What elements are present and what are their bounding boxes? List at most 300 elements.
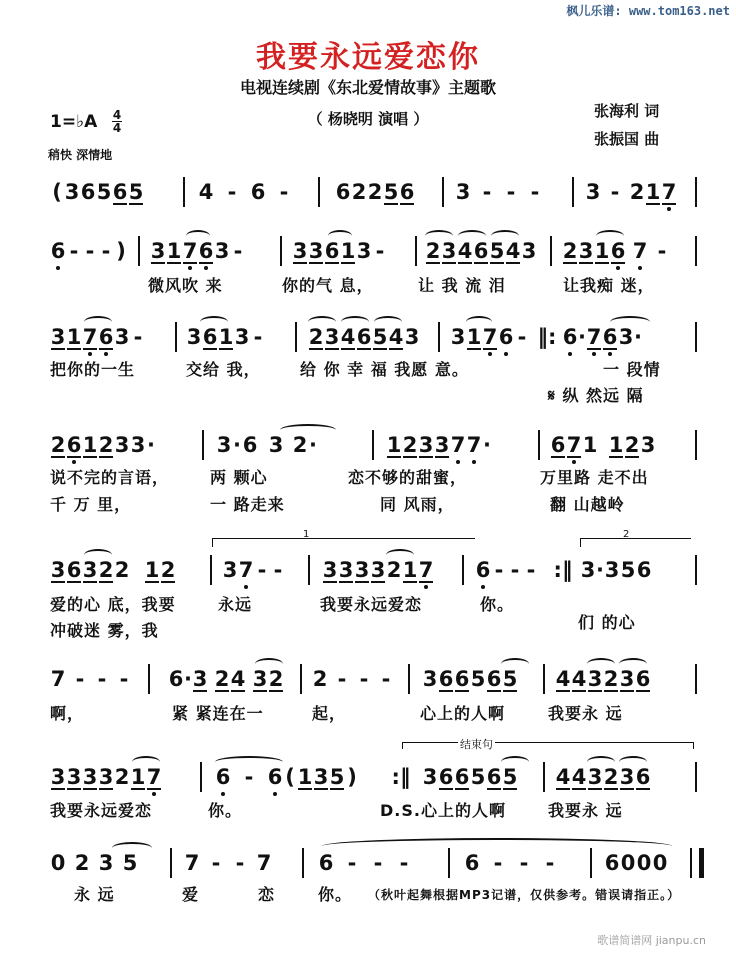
note: 3 [64,180,80,204]
note: - [399,851,409,875]
note: 2 [98,433,114,457]
tempo-marking: 稍快 深情地 [48,148,113,162]
note: - [244,765,254,789]
lyric: 让 我 流 泪 [418,276,506,295]
note: - [545,851,555,875]
note: 3 [587,667,603,691]
note: 6 [98,325,114,349]
note: 2 [114,765,130,789]
note: - [510,558,520,582]
barline [308,555,310,585]
note: 3 [422,765,438,789]
note: 7 [50,667,66,691]
note: 2 [98,558,114,582]
barline [695,664,697,694]
note: 3 [98,765,114,789]
site-watermark-bottom: 歌谱简谱网 jianpu.cn [597,934,706,947]
slur [587,658,615,670]
note: 3 [618,325,634,349]
note: - [519,851,529,875]
note: 7 [82,325,98,349]
note: · [184,667,192,691]
barline [138,236,140,266]
slur [425,230,453,242]
note: 3 [356,239,372,263]
time-bottom: 4 [112,121,122,135]
note: 7 [450,433,466,457]
note: 6 [438,765,454,789]
barline [538,430,540,460]
slur [280,424,336,436]
note: 6 [486,667,502,691]
note: 3 [450,325,466,349]
note: 2 [114,558,130,582]
lyric: 爱的心 底，我要 [50,595,176,614]
lyric: 我要永远爱恋 [50,801,153,820]
lyric: 起， [312,704,347,723]
song-title: 我要永远爱恋你 [256,40,480,75]
slur [386,549,414,561]
lyric: 同 风雨， [380,495,455,514]
note: 3 [370,558,386,582]
slur [458,230,486,242]
note: 5 [383,180,399,204]
note: 3 [268,433,284,457]
note: 5 [489,239,505,263]
note: 3 [322,558,338,582]
note: 1 [297,765,313,789]
staff-line-4 [50,428,700,462]
note: 2 [160,558,176,582]
note: 3 [186,325,202,349]
slur [491,230,519,242]
note: - [85,239,95,263]
note: 7 [184,851,200,875]
note: 3 [422,667,438,691]
note: 3 [418,433,434,457]
note: 7 [466,433,482,457]
note: 3 [578,239,594,263]
lyric: 我要永 远 [548,801,623,820]
slur [328,230,352,242]
note: 3 [150,239,166,263]
lyric: 万里路 走不出 [540,468,649,487]
barline [175,322,177,352]
lyric: 翻 山越岭 [550,495,625,514]
note: 3 [192,667,208,691]
slur [84,316,112,328]
note: - [657,239,667,263]
note: 7 [238,558,254,582]
note: - [101,239,111,263]
slur [308,316,336,328]
note: 4 [340,325,356,349]
lyric: 恋不够的甜蜜， [348,468,468,487]
note: 5 [502,765,518,789]
time-signature [112,109,122,134]
note: - [506,180,516,204]
note: 5 [620,558,636,582]
note: 3 [98,851,114,875]
note: 6 [473,239,489,263]
note: 7 [586,325,602,349]
repeat-start: ‖: [537,325,557,349]
note: - [279,180,289,204]
lyric: 永 远 [74,885,115,904]
note: 6 [215,765,231,789]
slur [132,756,160,768]
note: 3 [455,180,471,204]
slur [112,842,152,854]
note: 5 [128,180,144,204]
note: 6 [80,180,96,204]
transcriber-note: （秋叶起舞根据MP3记谱，仅供参考。错误请指正。） [368,888,681,902]
lyric: 两 颗心 [210,468,268,487]
slur [619,756,647,768]
note: 2 [268,667,284,691]
note: 4 [571,765,587,789]
barline [438,322,440,352]
slur [84,549,112,561]
note: 5 [122,851,138,875]
key-signature: 1=♭A [50,112,98,132]
note: 3 [338,558,354,582]
note: 6 [250,180,266,204]
final-barline [690,848,704,878]
time-top: 4 [112,108,122,122]
staff-line-5 [50,553,700,587]
note: 6 [66,433,82,457]
barline [318,177,320,207]
note: - [610,180,620,204]
note: 0 [652,851,668,875]
note: - [482,180,492,204]
slur [255,658,283,670]
note: 6 [635,765,651,789]
note: · [634,325,642,349]
note: 1 [218,325,234,349]
note: 4 [571,667,587,691]
note: 5 [372,325,388,349]
note: ( [52,180,62,204]
note: 6 [267,765,283,789]
note: · [578,325,586,349]
lyric: 冲破迷 雾，我 [50,621,159,640]
note: 2 [308,325,324,349]
tie [322,838,672,854]
note: 2 [402,433,418,457]
note: 0 [50,851,66,875]
note: 6 [602,325,618,349]
barline [415,236,417,266]
note: - [517,325,527,349]
note: 3 [50,325,66,349]
note: - [69,239,79,263]
barline [695,177,697,207]
note: - [373,851,383,875]
note: 2 [50,433,66,457]
note: - [119,667,129,691]
repeat-end: :‖ [391,765,411,789]
barline [280,236,282,266]
staff-line-1 [50,175,700,209]
note: - [253,325,263,349]
note: 4 [230,667,246,691]
note: 3 [292,239,308,263]
slur [341,316,369,328]
note: - [227,180,237,204]
note: 6 [475,558,491,582]
note: · [309,433,317,457]
note: 6 [438,667,454,691]
lyric: 说不完的言语， [50,468,170,487]
slur [466,316,492,328]
note: - [359,667,369,691]
note: 6 [324,239,340,263]
note: 6 [335,180,351,204]
note: - [526,558,536,582]
note: - [273,558,283,582]
note: 7 [661,180,677,204]
note: 1 [66,325,82,349]
lyric: 们 的心 [578,613,636,632]
slur [501,658,529,670]
note: 0 [636,851,652,875]
note: 1 [130,765,146,789]
lyric: 让我痴 迷， [563,276,655,295]
lyric: 永远 [218,595,253,614]
lyric: 你。 [480,595,515,614]
note: 3 [354,558,370,582]
barline [170,848,172,878]
note: 7 [566,433,582,457]
lyric: 你。 [208,801,243,820]
repeat-end: :‖ [553,558,573,582]
note: - [75,667,85,691]
barline [695,762,697,792]
staff-line-6 [50,662,700,696]
note: 4 [505,239,521,263]
note: 2 [603,765,619,789]
note: 3 [234,325,250,349]
note: 6 [202,325,218,349]
lyric: 紧 紧连在一 [172,704,264,723]
note: 6 [454,765,470,789]
note: - [97,667,107,691]
note: 3 [587,765,603,789]
note: 3 [82,765,98,789]
note: ) [347,765,357,789]
note: 1 [340,239,356,263]
note: - [347,851,357,875]
note: 7 [482,325,498,349]
note: - [257,558,267,582]
note: 6 [498,325,514,349]
slur [186,230,210,242]
note: 5 [470,765,486,789]
slur [610,316,650,328]
barline [372,430,374,460]
note: · [483,433,491,457]
note: - [133,325,143,349]
barline [572,177,574,207]
note: 3 [313,765,329,789]
note: 6 [604,851,620,875]
barline [442,177,444,207]
note: 7 [632,239,648,263]
lyric: 一 段情 [603,360,661,379]
note: 3 [252,667,268,691]
note: 7 [146,765,162,789]
ending-label: 结束句 [460,738,493,751]
barline [200,762,202,792]
ending-bracket [402,738,694,751]
barline [695,236,697,266]
note: 7 [418,558,434,582]
volta-2 [580,529,691,547]
note: 1 [582,433,598,457]
staff-line-8 [50,846,700,880]
lyric: 心上的人啊 [420,704,506,723]
note: 6 [454,667,470,691]
lyric: 千 万 里， [50,495,132,514]
lyric: D.S.心上的人啊 [380,801,506,820]
barline [302,848,304,878]
note: 3 [604,558,620,582]
barline [408,664,410,694]
note: 2 [351,180,367,204]
lyric: 给 你 幸 福 我愿 意。 [300,360,469,379]
note: 2 [386,558,402,582]
note: 6 [562,325,578,349]
note: 2 [214,667,230,691]
note: 2 [367,180,383,204]
note: - [493,851,503,875]
note: 2 [425,239,441,263]
note: - [233,239,243,263]
note: 1 [466,325,482,349]
barline [695,322,697,352]
site-watermark-top: 枫儿乐谱: www.tom163.net [566,4,730,18]
note: 6 [635,667,651,691]
note: 5 [470,667,486,691]
note: 6 [464,851,480,875]
lyric: 你。 [318,885,353,904]
note: - [337,667,347,691]
note: 6 [486,765,502,789]
note: ) [116,239,126,263]
note: 3 [585,180,601,204]
tie [215,756,283,768]
note: 4 [457,239,473,263]
note: 6 [242,433,258,457]
slur [587,756,615,768]
staff-line-3 [50,320,700,354]
staff-line-2 [50,234,700,268]
barline [300,664,302,694]
singer-credit: （ 杨晓明 演唱 ） [307,110,429,128]
note: 3 [66,765,82,789]
note: 2 [629,180,645,204]
note: 6 [356,325,372,349]
slur [596,230,624,242]
lyric: 微风吹 来 [148,276,223,295]
note: ( [285,765,295,789]
note: 5 [502,667,518,691]
note: 3 [308,239,324,263]
note: 3 [619,765,635,789]
lyric: 爱 [182,885,200,904]
note: 3 [82,558,98,582]
lyric: 恋 [258,885,276,904]
note: 2 [624,433,640,457]
note: 2 [312,667,328,691]
slur [200,316,228,328]
slur [619,658,647,670]
note: 5 [329,765,345,789]
note: 3 [50,765,66,789]
note: 3 [580,558,596,582]
note: 3 [50,558,66,582]
note: 1 [166,239,182,263]
lyric: 我要永 远 [548,704,623,723]
note: 6 [318,851,334,875]
note: - [530,180,540,204]
note: 6 [198,239,214,263]
note: 3 [214,239,230,263]
note: 3 [216,433,232,457]
note: 6 [550,433,566,457]
note: 1 [402,558,418,582]
note: 4 [198,180,214,204]
note: 3 [130,433,146,457]
note: 7 [182,239,198,263]
lyric: 你的气 息， [282,276,374,295]
note: 4 [555,667,571,691]
barline [183,177,185,207]
note: 3 [521,239,537,263]
note: 3 [640,433,656,457]
note: 6 [112,180,128,204]
note: 4 [555,765,571,789]
note: 1 [608,433,624,457]
lyric: 𝄋 纵 然远 隔 [548,386,644,405]
note: 4 [388,325,404,349]
note: - [494,558,504,582]
barline [202,430,204,460]
note: 1 [594,239,610,263]
song-subtitle: 电视连续剧《东北爱情故事》主题歌 [239,78,496,97]
lyric: 一 路走来 [210,495,285,514]
note: 3 [441,239,457,263]
note: 6 [66,558,82,582]
note: 7 [256,851,272,875]
note: 3 [324,325,340,349]
composer-credit: 张振国 曲 [594,130,660,148]
barline [695,430,697,460]
barline [295,322,297,352]
note: - [235,851,245,875]
slur [501,756,529,768]
note: 3 [434,433,450,457]
note: 0 [620,851,636,875]
note: - [211,851,221,875]
volta-1-number: 1 [303,529,310,540]
note: 2 [562,239,578,263]
note: 2 [292,433,308,457]
note: 6 [399,180,415,204]
note: · [596,558,604,582]
